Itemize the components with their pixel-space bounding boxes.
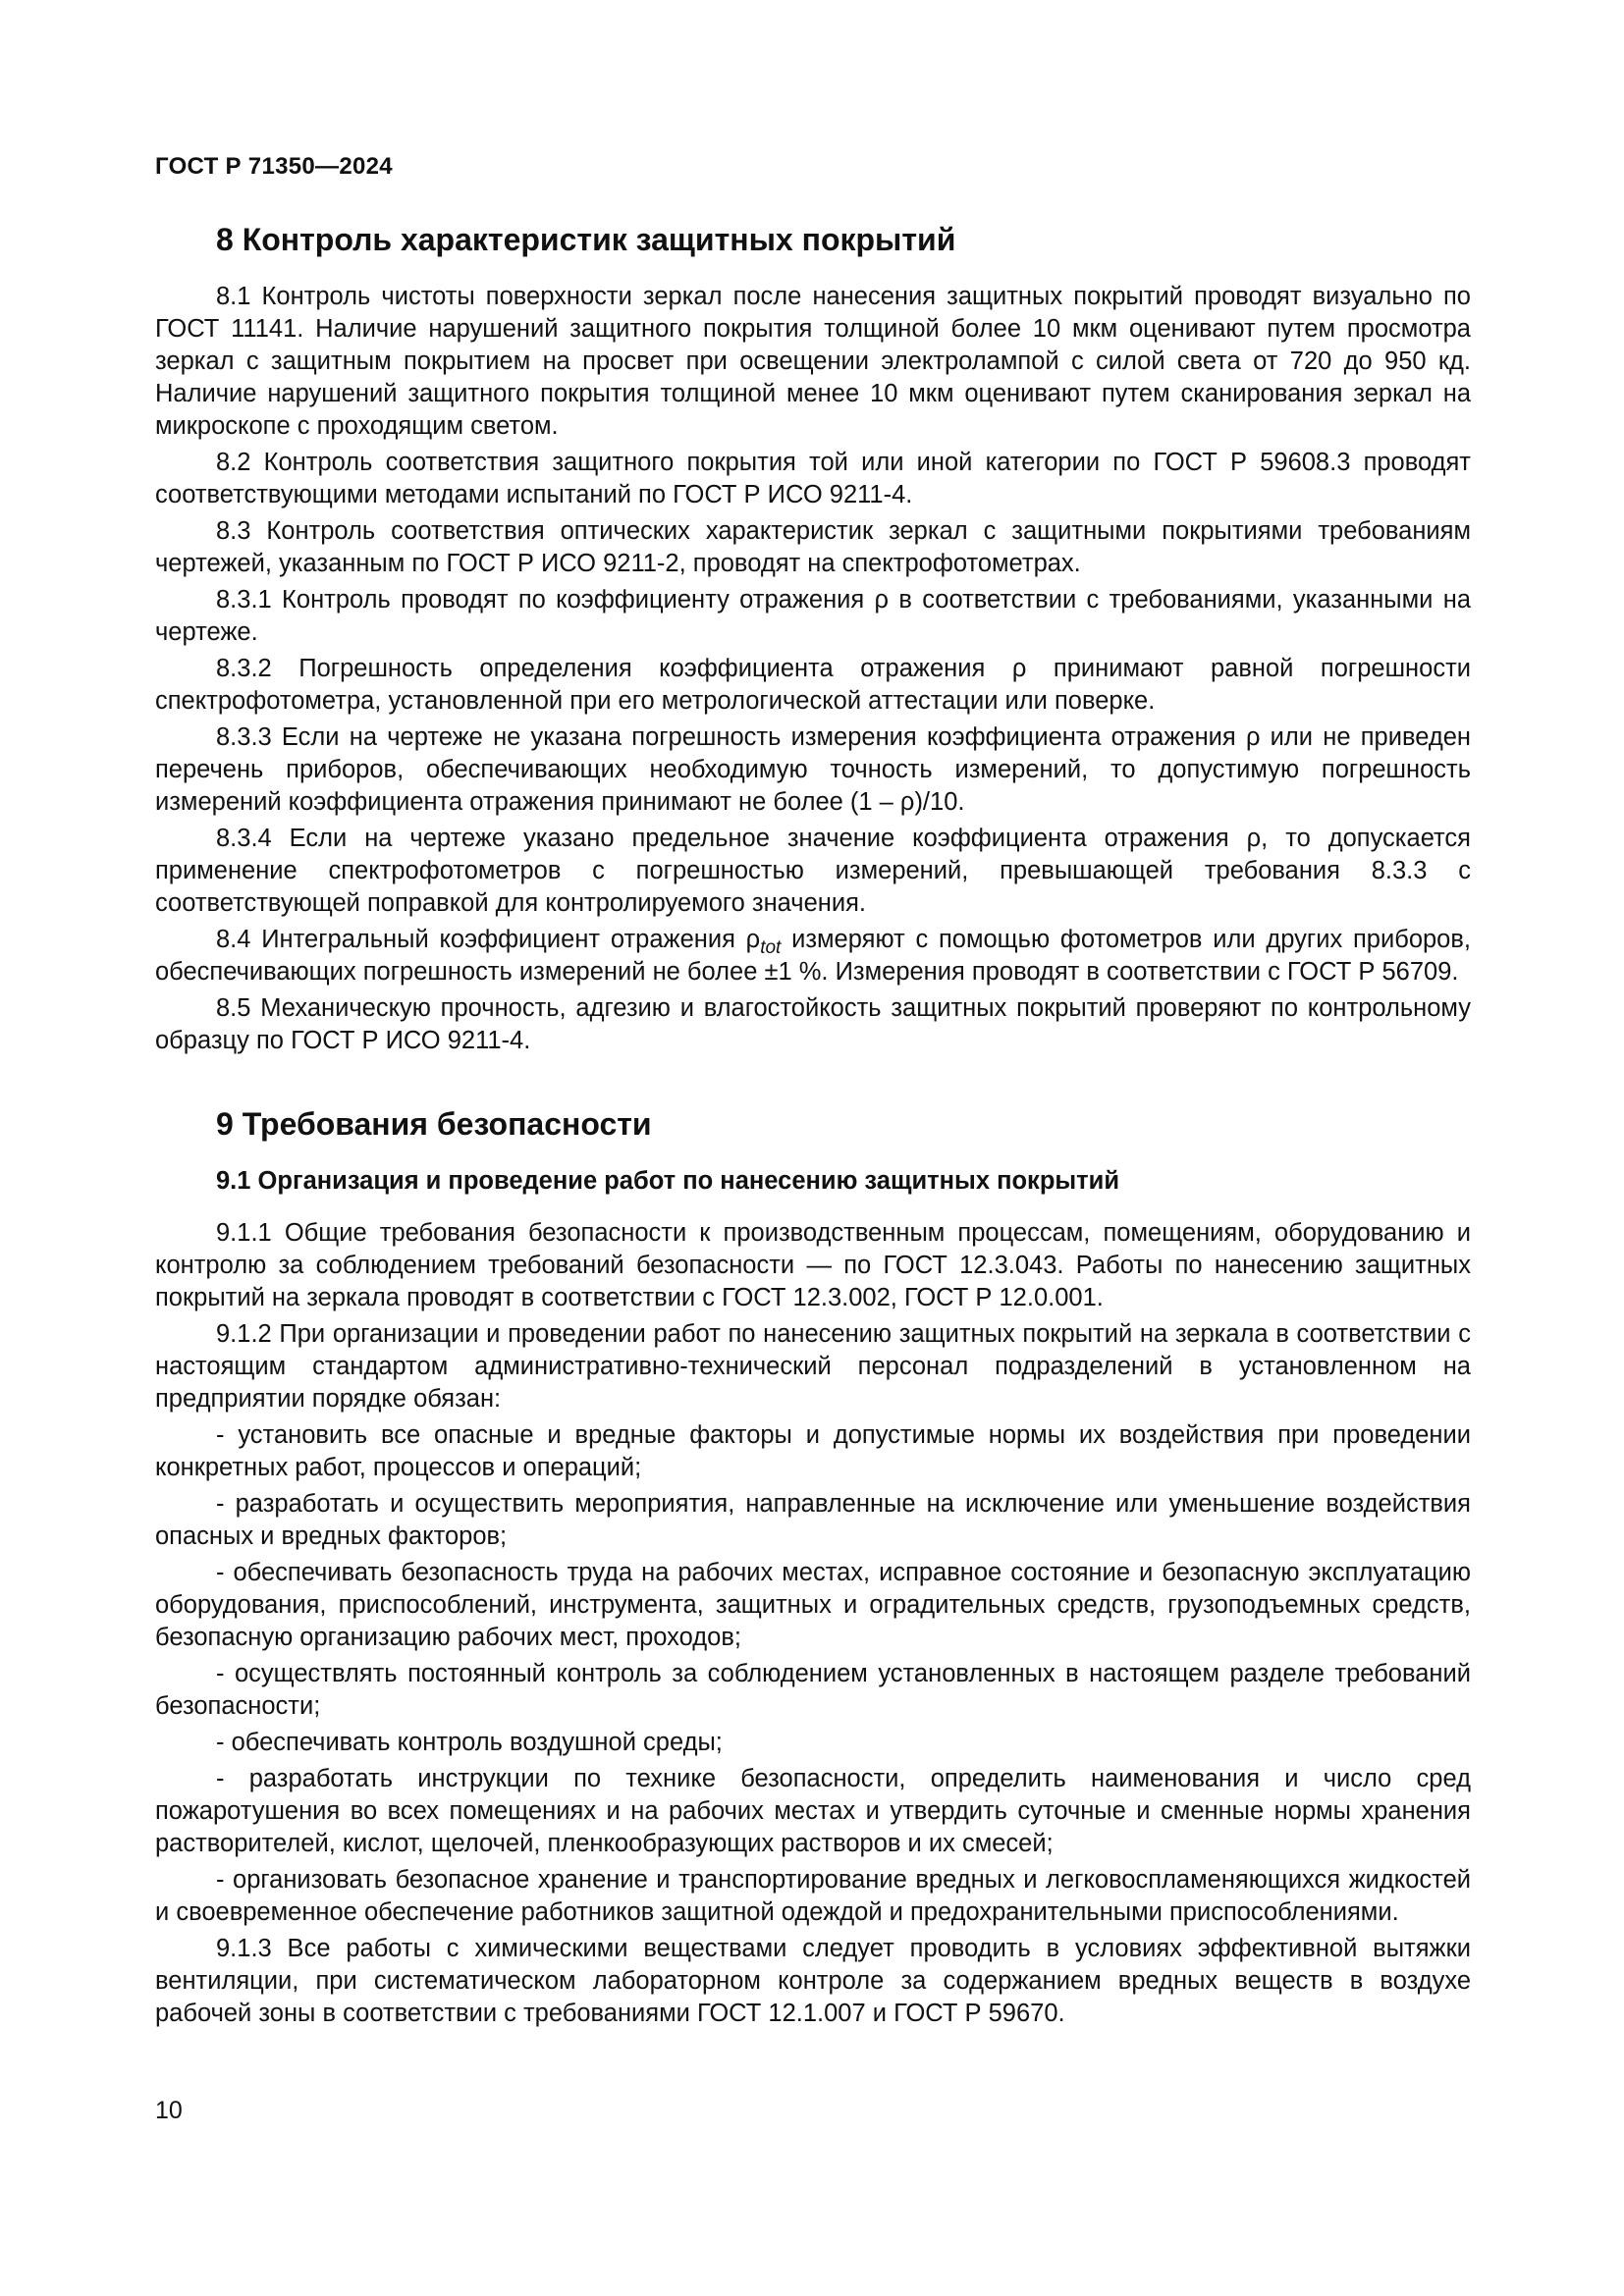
paragraph-8-3-1: 8.3.1 Контроль проводят по коэффициенту отражения ρ в соответствии с требованиями, указанными на чертеже. xyxy=(155,586,1471,646)
list-item: - обеспечивать безопасность труда на рабочих местах, исправное состояние и безопасную эксплуатацию оборудования, приспособлений, инструмента, защитных и оградительных средств, грузоподъемных средств, безопасную организацию рабочих мест, проходов; xyxy=(155,1559,1471,1651)
page-number: 10 xyxy=(155,2097,183,2124)
section-9-title: 9 Требования безопасности xyxy=(216,1106,652,1142)
paragraph-8-2: 8.2 Контроль соответствия защитного покрытия той или иной категории по ГОСТ Р 59608.3 проводят соответствующими методами испытаний по ГОСТ Р ИСО 9211-4. xyxy=(155,449,1471,508)
list-item: - осуществлять постоянный контроль за соблюдением установленных в настоящем разделе требований безопасности; xyxy=(155,1660,1471,1720)
paragraph-8-4-text-end: измеряют с помощью фотометров или других приборов, обеспечивающих погрешность измерений не более ±1 %. Измерения проводят в соответствии с ГОСТ Р 56709. xyxy=(155,926,1471,986)
paragraph-8-4-text-start: 8.4 Интегральный коэффициент отражения ρ xyxy=(216,926,761,953)
paragraph-8-1: 8.1 Контроль чистоты поверхности зеркал после нанесения защитных покрытий проводят визуально по ГОСТ 11141. Наличие нарушений защитного покрытия толщиной более 10 мкм оценивают путем просмотра зеркал с защитным покрытием на просвет при освещении электролампой с силой света от 720 до 950 кд. Наличие нарушений защитного покрытия толщиной менее 10 мкм оценивают путем сканирования зеркал на микроскопе с проходящим светом. xyxy=(155,283,1471,440)
subsection-9-1-title: 9.1 Организация и проведение работ по нанесению защитных покрытий xyxy=(216,1167,1120,1195)
paragraph-9-1-2: 9.1.2 При организации и проведении работ по нанесению защитных покрытий на зеркала в соответствии с настоящим стандартом административно-технический персонал подразделений в установленном на предприятии порядке обязан: xyxy=(155,1320,1471,1413)
list-item: - обеспечивать контроль воздушной среды; xyxy=(216,1729,723,1756)
paragraph-9-1-1: 9.1.1 Общие требования безопасности к производственным процессам, помещениям, оборудованию и контролю за соблюдением требований безопасности — по ГОСТ 12.3.043. Работы по нанесению защитных покрытий на зеркала проводят в соответствии с ГОСТ 12.3.002, ГОСТ Р 12.0.001. xyxy=(155,1219,1471,1311)
list-item: - организовать безопасное хранение и транспортирование вредных и легковоспламеняющихся жидкостей и своевременное обеспечение работников защитной одеждой и предохранительными приспособлениями. xyxy=(155,1866,1471,1926)
paragraph-8-3: 8.3 Контроль соответствия оптических характеристик зеркал с защитными покрытиями требованиям чертежей, указанным по ГОСТ Р ИСО 9211-2, проводят на спектрофотометрах. xyxy=(155,517,1471,577)
document-header-code: ГОСТ Р 71350—2024 xyxy=(155,153,393,180)
paragraph-8-3-3: 8.3.3 Если на чертеже не указана погрешность измерения коэффициента отражения ρ или не приведен перечень приборов, обеспечивающих необходимую точность измерений, то допустимую погрешность измерений коэффициента отражения принимают не более (1 – ρ)/10. xyxy=(155,723,1471,816)
list-item: - разработать и осуществить мероприятия, направленные на исключение или уменьшение воздействия опасных и вредных факторов; xyxy=(155,1490,1471,1550)
paragraph-8-3-2: 8.3.2 Погрешность определения коэффициента отражения ρ принимают равной погрешности спектрофотометра, установленной при его метрологической аттестации или поверке. xyxy=(155,655,1471,715)
paragraph-8-4 xyxy=(155,924,1471,988)
list-item: - разработать инструкции по технике безопасности, определить наименования и число сред пожаротушения во всех помещениях и на рабочих местах и утвердить суточные и сменные нормы хранения растворителей, кислот, щелочей, пленкообразующих растворов и их смесей; xyxy=(155,1765,1471,1857)
paragraph-9-1-3: 9.1.3 Все работы с химическими веществами следует проводить в условиях эффективной вытяжки вентиляции, при систематическом лабораторном контроле за содержанием вредных веществ в воздухе рабочей зоны в соответствии с требованиями ГОСТ 12.1.007 и ГОСТ Р 59670. xyxy=(155,1935,1471,2027)
paragraph-8-3-4: 8.3.4 Если на чертеже указано предельное значение коэффициента отражения ρ, то допускается применение спектрофотометров с погрешностью измерений, превышающей требования 8.3.3 с соответствующей поправкой для контролируемого значения. xyxy=(155,825,1471,917)
list-item: - установить все опасные и вредные факторы и допустимые нормы их воздействия при проведении конкретных работ, процессов и операций; xyxy=(155,1421,1471,1481)
section-8-title: 8 Контроль характеристик защитных покрытий xyxy=(216,222,956,257)
document-body xyxy=(155,220,1471,2034)
rho-subscript-tot: tot xyxy=(760,937,782,958)
paragraph-8-5: 8.5 Механическую прочность, адгезию и влагостойкость защитных покрытий проверяют по контрольному образцу по ГОСТ Р ИСО 9211-4. xyxy=(155,994,1471,1054)
